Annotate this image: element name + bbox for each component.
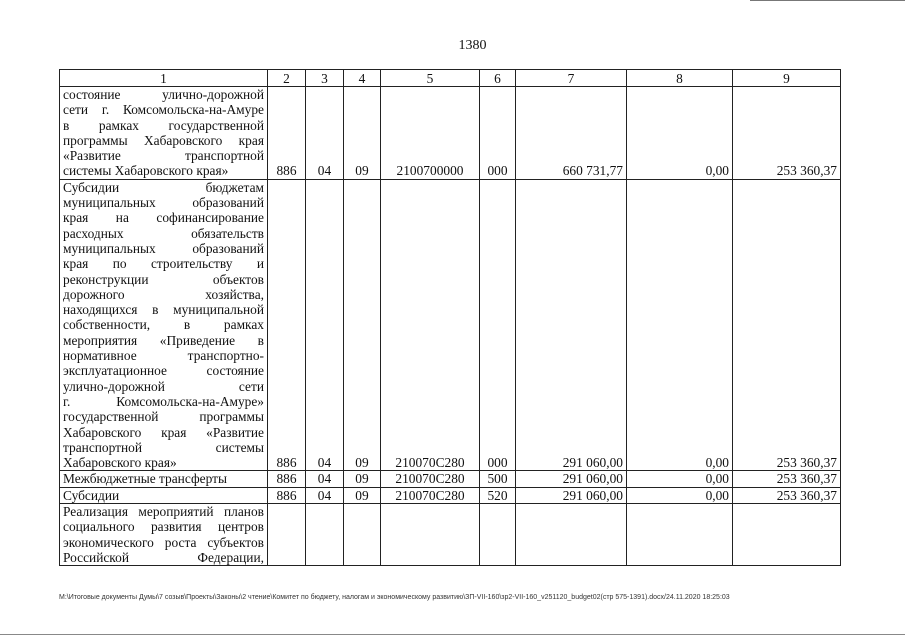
description-line: экономического роста субъектов: [63, 534, 264, 550]
amount-cell: 291 060,00: [516, 471, 627, 487]
row-description: [60, 87, 268, 180]
bottom-rule: [0, 634, 905, 635]
amount-cell: [627, 504, 733, 566]
description-line: программы Хабаровского края: [63, 132, 264, 148]
description-line: Хабаровского края»: [63, 455, 177, 471]
header-cell: 9: [733, 70, 841, 87]
row-description: [60, 471, 268, 487]
subsection-cell: 09: [344, 471, 381, 487]
code-cell: 886: [268, 87, 306, 180]
amount-cell: 253 360,37: [733, 471, 841, 487]
description-line: Реализация мероприятий планов: [63, 504, 264, 520]
page-number: 1380: [458, 38, 487, 53]
header-cell: 8: [627, 70, 733, 87]
section-cell: 04: [306, 471, 344, 487]
subsection-cell: 09: [344, 487, 381, 503]
expense-type-cell: 520: [480, 487, 516, 503]
code-cell: 886: [268, 471, 306, 487]
subsection-cell: [344, 504, 381, 566]
description-line: дорожного хозяйства,: [63, 286, 264, 302]
expense-type-cell: 000: [480, 87, 516, 180]
code-cell: [268, 504, 306, 566]
description-line: края по строительству и: [63, 256, 264, 272]
row-description: [60, 504, 268, 566]
description-line: транспортной системы: [63, 439, 264, 455]
target-article-cell: 210070С280: [381, 179, 480, 471]
description-line: сети г. Комсомольска-на-Амуре: [63, 102, 264, 118]
description-line: края на софинансирование: [63, 210, 264, 226]
code-cell: 886: [268, 179, 306, 471]
table-row: [60, 87, 841, 180]
row-description: [60, 487, 268, 503]
amount-cell: 660 731,77: [516, 87, 627, 180]
description-line: в рамках государственной: [63, 117, 264, 133]
expense-type-cell: 500: [480, 471, 516, 487]
description-line: г. Комсомольска-на-Амуре»: [63, 393, 264, 409]
description-line: эксплуатационное состояние: [63, 363, 264, 379]
amount-cell: 291 060,00: [516, 179, 627, 471]
header-cell: 3: [306, 70, 344, 87]
amount-cell: 253 360,37: [733, 487, 841, 503]
table-row: [60, 179, 841, 471]
amount-cell: 253 360,37: [733, 87, 841, 180]
code-cell: 886: [268, 487, 306, 503]
amount-cell: [733, 504, 841, 566]
amount-cell: 0,00: [627, 87, 733, 180]
amount-cell: 253 360,37: [733, 179, 841, 471]
table-header-row: [60, 70, 841, 87]
description-line: расходных обязательств: [63, 225, 264, 241]
description-line: «Развитие транспортной: [63, 148, 264, 164]
expense-type-cell: [480, 504, 516, 566]
description-line: муниципальных образований: [63, 240, 264, 256]
section-cell: [306, 504, 344, 566]
table-row: [60, 487, 841, 503]
header-cell: 5: [381, 70, 480, 87]
amount-cell: 0,00: [627, 487, 733, 503]
description-line: государственной программы: [63, 409, 264, 425]
description-line: собственности, в рамках: [63, 317, 264, 333]
file-path-footer: M:\Итоговые документы Думы\7 созыв\Проекты\Законы\2 чтение\Комитет по бюджету, налогам и экономическому развитию\ЗП-VII-160\зр2-VII-160_v251120_budget02(стр 575-1391).docx/24.11.2020 18:25:03: [59, 594, 730, 601]
amount-cell: 0,00: [627, 471, 733, 487]
description-line: системы Хабаровского края»: [63, 163, 229, 179]
description-line: Хабаровского края «Развитие: [63, 424, 264, 440]
target-article-cell: 2100700000: [381, 87, 480, 180]
table-body: [60, 87, 841, 566]
description-line: реконструкции объектов: [63, 271, 264, 287]
amount-cell: 291 060,00: [516, 487, 627, 503]
description-line: находящихся в муниципальной: [63, 302, 264, 318]
target-article-cell: [381, 504, 480, 566]
target-article-cell: 210070С280: [381, 487, 480, 503]
section-cell: 04: [306, 179, 344, 471]
description-line: муниципальных образований: [63, 195, 264, 211]
description-line: Российской Федерации,: [63, 549, 264, 565]
row-description: [60, 179, 268, 471]
subsection-cell: 09: [344, 87, 381, 180]
target-article-cell: 210070С280: [381, 471, 480, 487]
description-line: Субсидии: [63, 487, 120, 503]
header-cell: 1: [60, 70, 268, 87]
header-cell: 6: [480, 70, 516, 87]
table-row: [60, 504, 841, 566]
section-cell: 04: [306, 487, 344, 503]
description-line: социального развития центров: [63, 519, 264, 535]
amount-cell: 0,00: [627, 179, 733, 471]
top-rule: [750, 0, 905, 1]
description-line: состояние улично-дорожной: [63, 87, 264, 102]
description-line: улично-дорожной сети: [63, 378, 264, 394]
description-line: Субсидии бюджетам: [63, 179, 264, 195]
expense-type-cell: 000: [480, 179, 516, 471]
budget-table: [59, 69, 841, 566]
description-line: мероприятия «Приведение в: [63, 332, 264, 348]
section-cell: 04: [306, 87, 344, 180]
description-line: Межбюджетные трансферты: [63, 471, 227, 487]
header-cell: 7: [516, 70, 627, 87]
table-row: [60, 471, 841, 487]
header-cell: 4: [344, 70, 381, 87]
header-cell: 2: [268, 70, 306, 87]
description-line: нормативное транспортно-: [63, 348, 264, 364]
subsection-cell: 09: [344, 179, 381, 471]
amount-cell: [516, 504, 627, 566]
